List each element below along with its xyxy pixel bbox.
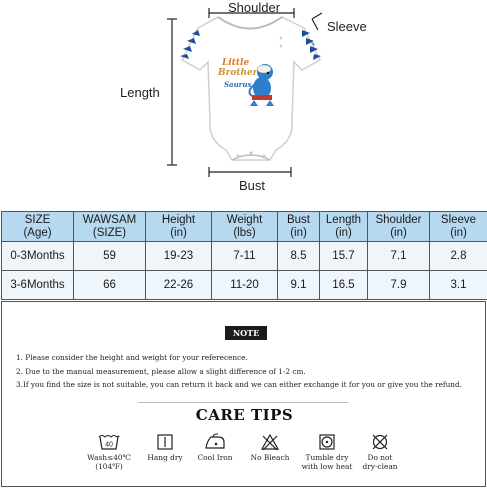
table-header-row bbox=[2, 212, 487, 242]
cell-shoulder: 7.9 bbox=[368, 271, 430, 300]
cell-height: 22-26 bbox=[146, 271, 212, 300]
tumble-dry-low-icon bbox=[318, 433, 336, 451]
cell-bust: 9.1 bbox=[278, 271, 320, 300]
cell-height: 19-23 bbox=[146, 242, 212, 271]
care-label: No Bleach bbox=[250, 453, 290, 462]
care-label: Wash≤40℃ (104℉) bbox=[87, 453, 131, 471]
table-row bbox=[2, 242, 487, 271]
care-label: Tumble dry with low heat bbox=[301, 453, 353, 471]
care-item-no-dry-clean bbox=[347, 433, 413, 471]
note-item: 1. Please consider the height and weight for your referecence. bbox=[16, 353, 248, 362]
care-tips-title: CARE TIPS bbox=[195, 406, 294, 424]
bust-dimension-line bbox=[209, 167, 291, 177]
shoulder-label: Shoulder bbox=[228, 0, 281, 15]
cell-wawsam: 59 bbox=[74, 242, 146, 271]
onesie-illustration bbox=[0, 0, 487, 207]
print-text-line: Little bbox=[222, 58, 250, 68]
cell-shoulder: 7.1 bbox=[368, 242, 430, 271]
column-header-size: SIZE (Age) bbox=[2, 212, 74, 242]
column-header-bust: Bust (in) bbox=[278, 212, 320, 242]
care-label: Cool Iron bbox=[197, 453, 233, 462]
note-item: 3.If you find the size is not suitable, you can return it back and we can either exchange it for you or give you the refund. bbox=[16, 380, 462, 389]
cell-sleeve: 3.1 bbox=[430, 271, 487, 300]
column-header-sleeve: Sleeve (in) bbox=[430, 212, 487, 242]
length-dimension-line bbox=[167, 19, 177, 165]
notes-panel bbox=[1, 301, 486, 487]
no-bleach-icon bbox=[260, 433, 280, 451]
cell-length: 16.5 bbox=[320, 271, 368, 300]
care-label: Hang dry bbox=[147, 453, 183, 462]
care-divider bbox=[138, 402, 348, 403]
cell-bust: 8.5 bbox=[278, 242, 320, 271]
no-dry-clean-icon bbox=[370, 433, 390, 451]
wash-temperature: 40 bbox=[105, 441, 113, 449]
print-text-line: Brother bbox=[218, 68, 258, 78]
care-label: Do not dry-clean bbox=[362, 453, 398, 471]
column-header-wawsam: WAWSAM (SIZE) bbox=[74, 212, 146, 242]
cell-weight: 11-20 bbox=[212, 271, 278, 300]
cell-length: 15.7 bbox=[320, 242, 368, 271]
hang-dry-icon bbox=[156, 433, 174, 451]
cell-size: 0-3Months bbox=[2, 242, 74, 271]
size-chart-table bbox=[1, 211, 487, 300]
column-header-weight: Weight (lbs) bbox=[212, 212, 278, 242]
column-header-height: Height (in) bbox=[146, 212, 212, 242]
table-row bbox=[2, 271, 487, 300]
cell-wawsam: 66 bbox=[74, 271, 146, 300]
cell-sleeve: 2.8 bbox=[430, 242, 487, 271]
wash-40-icon bbox=[98, 433, 120, 451]
column-header-length: Length (in) bbox=[320, 212, 368, 242]
cell-size: 3-6Months bbox=[2, 271, 74, 300]
print-text-line: Saurus bbox=[224, 80, 252, 89]
note-badge: NOTE bbox=[225, 326, 267, 340]
sleeve-label: Sleeve bbox=[327, 19, 367, 34]
bust-label: Bust bbox=[239, 178, 266, 193]
cell-weight: 7-11 bbox=[212, 242, 278, 271]
note-item: 2. Due to the manual measurement, please allow a slight difference of 1-2 cm. bbox=[16, 367, 306, 376]
length-label: Length bbox=[120, 85, 160, 100]
cool-iron-icon bbox=[204, 433, 226, 451]
column-header-shoulder: Shoulder (in) bbox=[368, 212, 430, 242]
garment-diagram bbox=[0, 0, 487, 207]
